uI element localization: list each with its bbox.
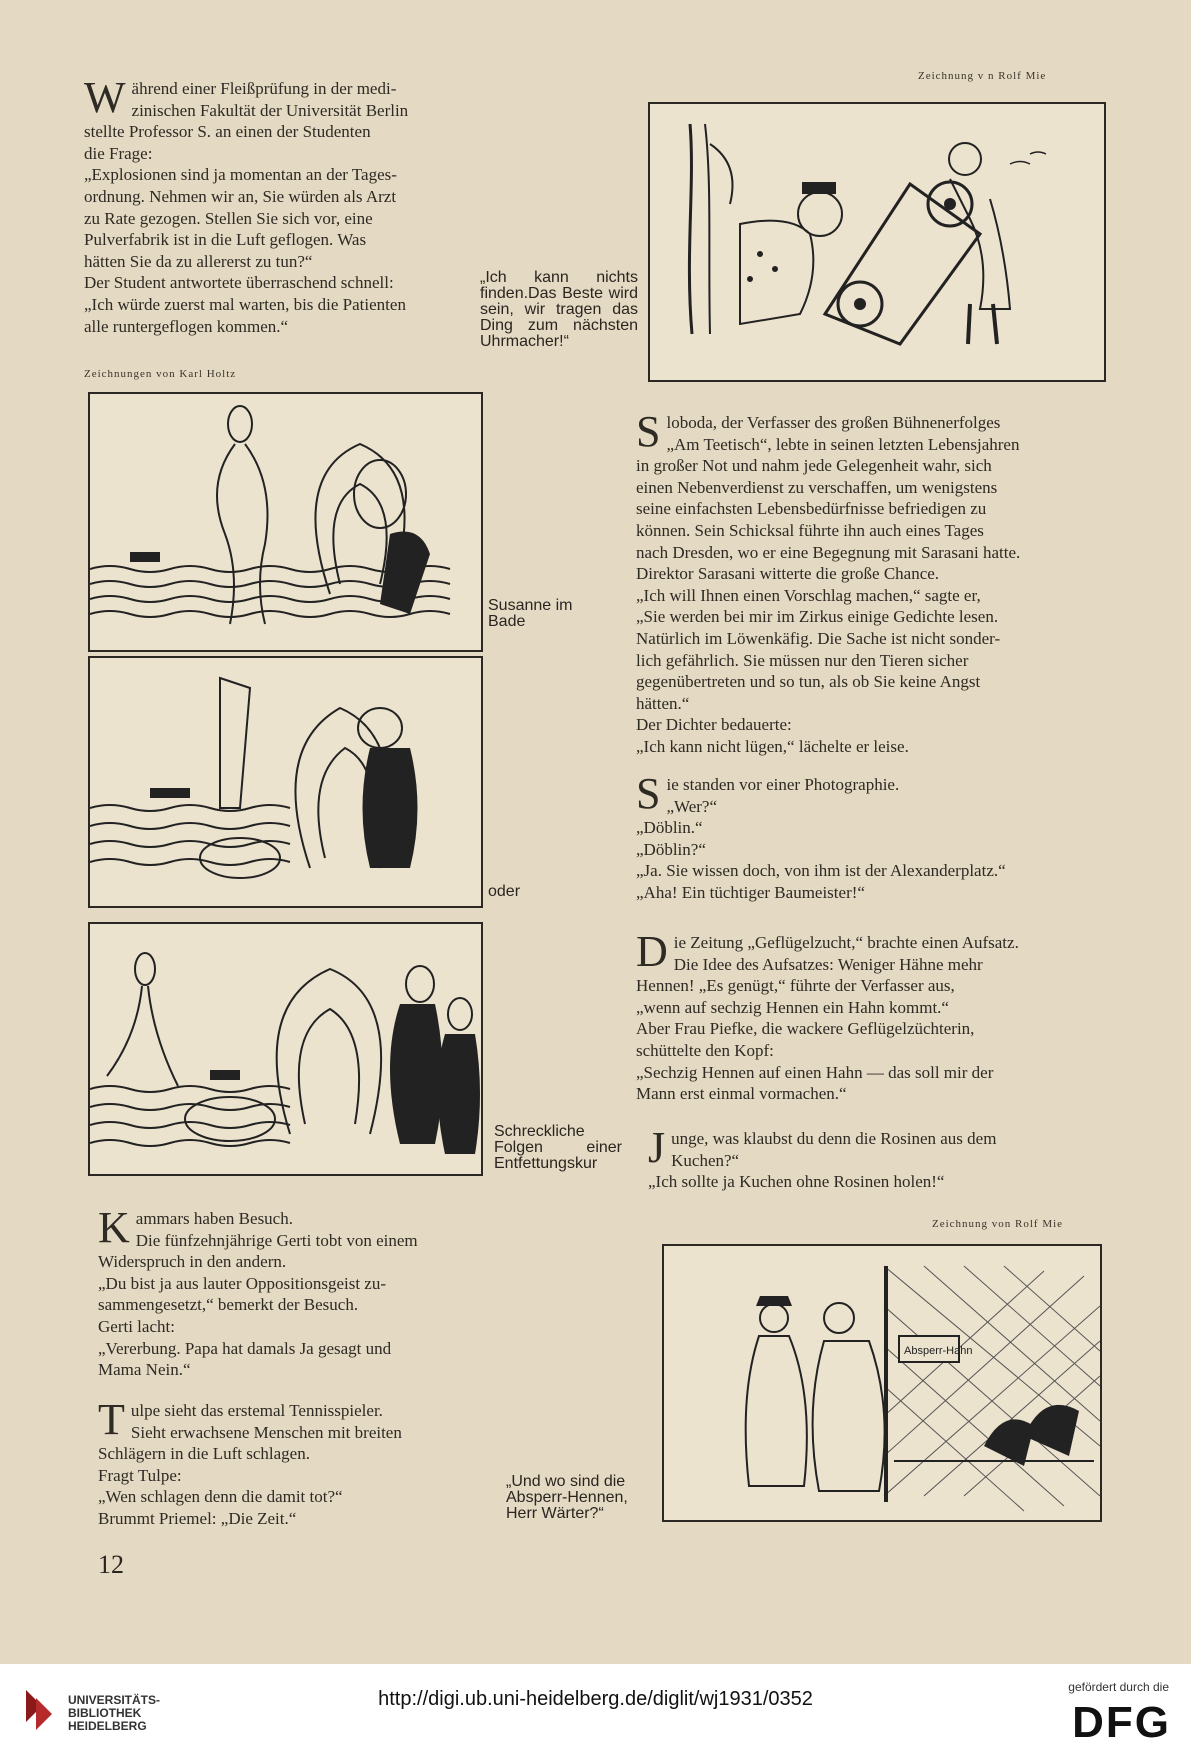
text-line: „Am Teetisch“, lebte in seinen letzten Lebensjahren xyxy=(666,434,1020,454)
text-line: seine einfachsten Lebensbedürfnisse befriedigen zu xyxy=(636,499,987,519)
text-line: Sieht erwachsene Menschen mit breiten xyxy=(130,1422,402,1442)
story-doeblin xyxy=(636,769,1098,904)
dropcap: S xyxy=(636,769,661,818)
caption-car: „Ich kann nichts finden.Das Beste wird sein, wir tragen das Ding zum nächsten Uhrmacher!“ xyxy=(480,269,638,350)
text-line: „Ich würde zuerst mal warten, bis die Patienten xyxy=(84,294,406,314)
text-line: stellte Professor S. an einen der Studenten xyxy=(84,122,371,142)
text-line: Die fünfzehnjährige Gerti tobt von einem xyxy=(135,1230,418,1250)
text-line: einen Nebenverdienst zu verschaffen, um wenigstens xyxy=(636,477,998,497)
text-line: unge, was klaubst du denn die Rosinen aus dem xyxy=(671,1129,997,1148)
cartoon-susanne-frame xyxy=(88,392,483,652)
text-line: „Wer?“ xyxy=(666,796,718,816)
story-zeitung xyxy=(636,927,1098,1105)
text-line: „Aha! Ein tüchtiger Baumeister!“ xyxy=(636,882,865,902)
text-line: Kuchen?“ xyxy=(671,1150,740,1170)
text-line: „Döblin.“ xyxy=(636,818,703,838)
credit-karl-holtz: Zeichnungen von Karl Holtz xyxy=(84,368,237,380)
text-line: ährend einer Fleißprüfung in der medi- xyxy=(131,79,397,98)
page-number: 12 xyxy=(98,1550,124,1579)
text-line: Fragt Tulpe: xyxy=(98,1465,182,1485)
library-line: HEIDELBERG xyxy=(68,1719,147,1733)
text-line: „Ich kann nicht lügen,“ lächelte er leise. xyxy=(636,736,909,756)
caption-oder: oder xyxy=(488,883,521,900)
dropcap: D xyxy=(636,927,668,976)
text-line: Widerspruch in den andern. xyxy=(98,1252,287,1272)
text-line: „Du bist ja aus lauter Oppositionsgeist zu- xyxy=(98,1273,387,1293)
text-line: Pulverfabrik ist in die Luft geflogen. Was xyxy=(84,230,367,250)
text-line: in großer Not und nahm jede Gelegenheit wahr, sich xyxy=(636,456,992,476)
text-line: Natürlich im Löwenkäfig. Die Sache ist nicht sonder- xyxy=(636,628,1001,648)
cartoon-oder-frame xyxy=(88,656,483,908)
text-line: Mama Nein.“ xyxy=(98,1360,191,1380)
source-url-link[interactable]: http://digi.ub.uni-heidelberg.de/diglit/wj1931/0352 xyxy=(378,1688,813,1710)
text-line: „Wen schlagen denn die damit tot?“ xyxy=(98,1487,343,1507)
cartoon-entfettung-illustration xyxy=(90,924,481,1174)
text-line: Schlägern in die Luft schlagen. xyxy=(98,1444,310,1464)
cartoon-car-illustration xyxy=(650,104,1104,380)
credit-rolf-mie-top: Zeichnung v n Rolf Mie xyxy=(918,70,1047,82)
text-line: „wenn auf sechzig Hennen ein Hahn kommt.“ xyxy=(636,997,949,1017)
caption-waerter: „Und wo sind die Absperr-Hennen, Herr Wärter?“ xyxy=(506,1473,628,1522)
cartoon-car-frame xyxy=(648,102,1106,382)
sign-text: Absperr-Hahn xyxy=(904,1345,973,1357)
text-line: zu Rate gezogen. Stellen Sie sich vor, eine xyxy=(84,208,373,228)
text-line: „Ich will Ihnen einen Vorschlag machen,“ sagte er, xyxy=(636,585,981,605)
text-line: „Ja. Sie wissen doch, von ihm ist der Alexanderplatz.“ xyxy=(636,861,1006,881)
cartoon-susanne-illustration xyxy=(90,394,481,650)
text-line: gegenübertreten und so tun, als ob Sie keine Angst xyxy=(636,672,981,692)
text-line: schüttelte den Kopf: xyxy=(636,1040,774,1060)
text-line: Der Dichter bedauerte: xyxy=(636,715,792,735)
cartoon-hahn-frame xyxy=(662,1244,1102,1522)
caption-susanne: Susanne im Bade xyxy=(488,597,573,630)
text-line: loboda, der Verfasser des großen Bühnenerfolges xyxy=(666,413,1001,432)
text-line: „Explosionen sind ja momentan an der Tages- xyxy=(84,165,397,185)
text-line: Brummt Priemel: „Die Zeit.“ xyxy=(98,1508,297,1528)
text-line: „Sie werden bei mir im Zirkus einige Gedichte lesen. xyxy=(636,607,999,627)
library-line: UNIVERSITÄTS- xyxy=(68,1693,161,1707)
dropcap: T xyxy=(98,1395,125,1444)
funding-label: gefördert durch die xyxy=(1068,1680,1169,1694)
footer-bar xyxy=(0,1664,1191,1756)
text-line: die Frage: xyxy=(84,143,153,163)
text-line: sammengesetzt,“ bemerkt der Besuch. xyxy=(98,1295,359,1315)
text-line: lich gefährlich. Sie müssen nur den Tieren sicher xyxy=(636,650,969,670)
text-line: nach Dresden, wo er eine Begegnung mit Sarasani hatte. xyxy=(636,542,1021,562)
dropcap: W xyxy=(84,73,126,122)
text-line: ulpe sieht das erstemal Tennisspieler. xyxy=(130,1401,383,1420)
text-line: ordnung. Nehmen wir an, Sie würden als Arzt xyxy=(84,186,397,206)
text-line: ie standen vor einer Photographie. xyxy=(666,775,900,794)
text-line: hätten Sie da zu allererst zu tun?“ xyxy=(84,251,313,271)
text-line: Hennen! „Es genügt,“ führte der Verfasser aus, xyxy=(636,976,955,996)
dropcap: K xyxy=(98,1203,130,1252)
cartoon-oder-illustration xyxy=(90,658,481,906)
text-line: ammars haben Besuch. xyxy=(135,1209,293,1228)
dfg-logo: DFG xyxy=(1072,1698,1171,1747)
text-line: Die Idee des Aufsatzes: Weniger Hähne mehr xyxy=(673,954,983,974)
dropcap: J xyxy=(648,1123,666,1172)
text-line: „Döblin?“ xyxy=(636,839,706,859)
library-line: BIBLIOTHEK xyxy=(68,1706,142,1720)
cartoon-hahn-illustration xyxy=(664,1246,1100,1520)
text-line: hätten.“ xyxy=(636,693,690,713)
text-line: Der Student antwortete überraschend schnell: xyxy=(84,273,394,293)
story-tulpe xyxy=(98,1395,474,1530)
text-line: „Sechzig Hennen auf einen Hahn — das soll mir der xyxy=(636,1062,994,1082)
cartoon-entfettung-frame xyxy=(88,922,483,1176)
text-line: können. Sein Schicksal führte ihn auch eines Tages xyxy=(636,520,984,540)
story-explosion xyxy=(84,73,469,337)
text-line: „Ich sollte ja Kuchen ohne Rosinen holen!“ xyxy=(648,1172,945,1192)
story-kammars xyxy=(98,1203,474,1381)
text-line: Direktor Sarasani witterte die große Chance. xyxy=(636,564,940,584)
story-junge xyxy=(648,1123,1098,1193)
text-line: „Vererbung. Papa hat damals Ja gesagt und xyxy=(98,1338,392,1358)
dropcap: S xyxy=(636,407,661,456)
text-line: Gerti lacht: xyxy=(98,1316,175,1336)
text-line: Mann erst einmal vormachen.“ xyxy=(636,1084,847,1104)
text-line: alle runtergeflogen kommen.“ xyxy=(84,316,289,336)
story-sloboda xyxy=(636,407,1098,758)
text-line: zinischen Fakultät der Universität Berlin xyxy=(131,100,409,120)
text-line: ie Zeitung „Geflügelzucht,“ brachte einen Aufsatz. xyxy=(673,933,1019,952)
credit-rolf-mie-bottom: Zeichnung von Rolf Mie xyxy=(932,1218,1064,1230)
text-line: Aber Frau Piefke, die wackere Geflügelzüchterin, xyxy=(636,1019,975,1039)
caption-schreckliche: Schreckliche Folgen einer Entfettungskur xyxy=(494,1123,622,1172)
